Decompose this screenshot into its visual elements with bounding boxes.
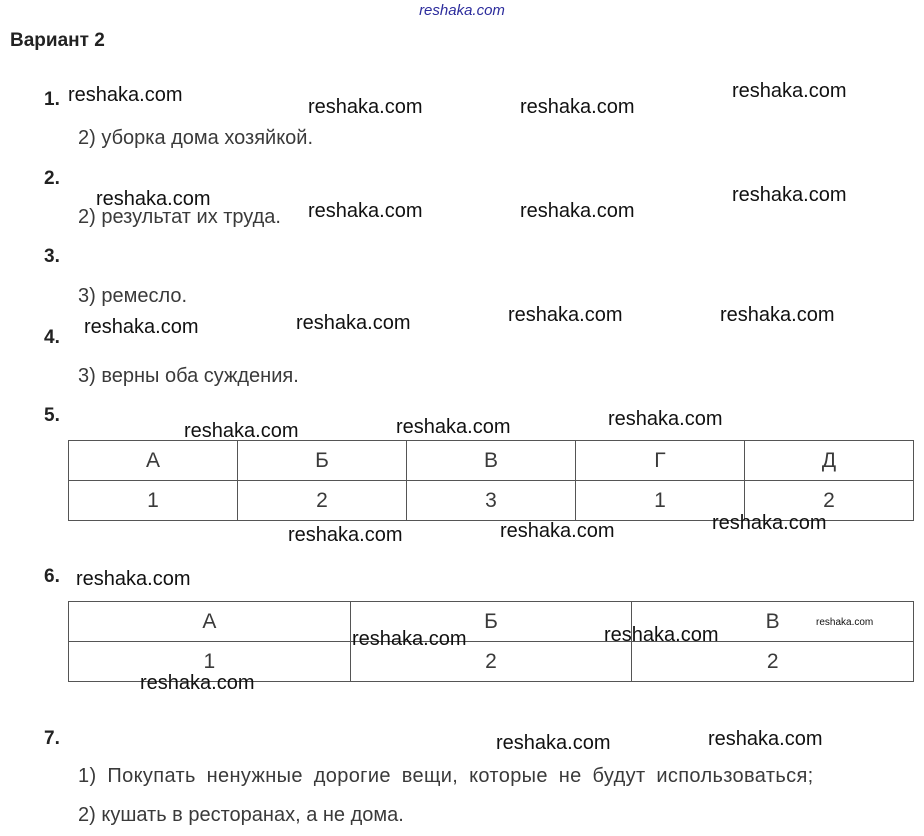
answer-table-6	[68, 601, 914, 682]
question-number-1: 1.	[44, 89, 60, 110]
table-cell: 1	[69, 481, 238, 521]
question-number-5: 5.	[44, 405, 60, 426]
watermark-text: reshaka.com	[508, 304, 623, 326]
table-cell: 2	[350, 642, 632, 682]
watermark-text: reshaka.com	[96, 188, 211, 210]
table-header-cell: В	[407, 441, 576, 481]
table-cell: 3	[407, 481, 576, 521]
watermark-text: reshaka.com	[140, 672, 255, 694]
question-number-7: 7.	[44, 728, 60, 749]
watermark-text: reshaka.com	[720, 304, 835, 326]
table-header-row	[69, 602, 914, 642]
answer-4: 3) верны оба суждения.	[78, 365, 299, 387]
watermark-text: reshaka.com	[68, 84, 183, 106]
table-cell: 2	[238, 481, 407, 521]
table-header-cell: Г	[576, 441, 745, 481]
table-cell: 2	[744, 481, 913, 521]
watermark-text: reshaka.com	[608, 408, 723, 430]
answer-3: 3) ремесло.	[78, 285, 188, 307]
watermark-text: reshaka.com	[712, 512, 827, 534]
page-title: Вариант 2	[10, 30, 105, 51]
answer-2: 2) результат их труда.	[78, 206, 281, 228]
answer-7-line-2: 2) кушать в ресторанах, а не дома.	[78, 804, 404, 826]
table-cell: 1	[69, 642, 351, 682]
watermark-text: reshaka.com	[520, 96, 635, 118]
question-number-6: 6.	[44, 566, 60, 587]
watermark-text: reshaka.com	[296, 312, 411, 334]
watermark-text: reshaka.com	[732, 184, 847, 206]
answer-table-5	[68, 440, 914, 521]
watermark-text: reshaka.com	[84, 316, 199, 338]
table-header-cell: Б	[350, 602, 632, 642]
watermark-text: reshaka.com	[184, 420, 299, 442]
answer-7-line-1: 1) Покупать ненужные дорогие вещи, которые не будут использоваться;	[78, 765, 814, 787]
table-cell: 1	[576, 481, 745, 521]
question-number-2: 2.	[44, 168, 60, 189]
top-watermark: reshaka.com	[419, 2, 505, 19]
watermark-text: reshaka.com	[496, 732, 611, 754]
question-number-4: 4.	[44, 327, 60, 348]
watermark-text-small: reshaka.com	[816, 617, 874, 628]
watermark-text: reshaka.com	[708, 728, 823, 750]
watermark-text: reshaka.com	[308, 96, 423, 118]
watermark-text: reshaka.com	[352, 628, 467, 650]
table-header-cell: Б	[238, 441, 407, 481]
table-header-cell: Д	[744, 441, 913, 481]
watermark-text: reshaka.com	[520, 200, 635, 222]
table-header-cell: А	[69, 602, 351, 642]
watermark-text: reshaka.com	[500, 520, 615, 542]
watermark-text: reshaka.com	[396, 416, 511, 438]
table-header-cell: А	[69, 441, 238, 481]
table-header-cell: В	[632, 602, 914, 642]
table-header-row	[69, 441, 914, 481]
watermark-text: reshaka.com	[732, 80, 847, 102]
question-number-3: 3.	[44, 246, 60, 267]
watermark-text: reshaka.com	[604, 624, 719, 646]
answer-1: 2) уборка дома хозяйкой.	[78, 127, 314, 149]
table-cell: 2	[632, 642, 914, 682]
watermark-text: reshaka.com	[288, 524, 403, 546]
watermark-text: reshaka.com	[76, 568, 191, 590]
watermark-text: reshaka.com	[308, 200, 423, 222]
